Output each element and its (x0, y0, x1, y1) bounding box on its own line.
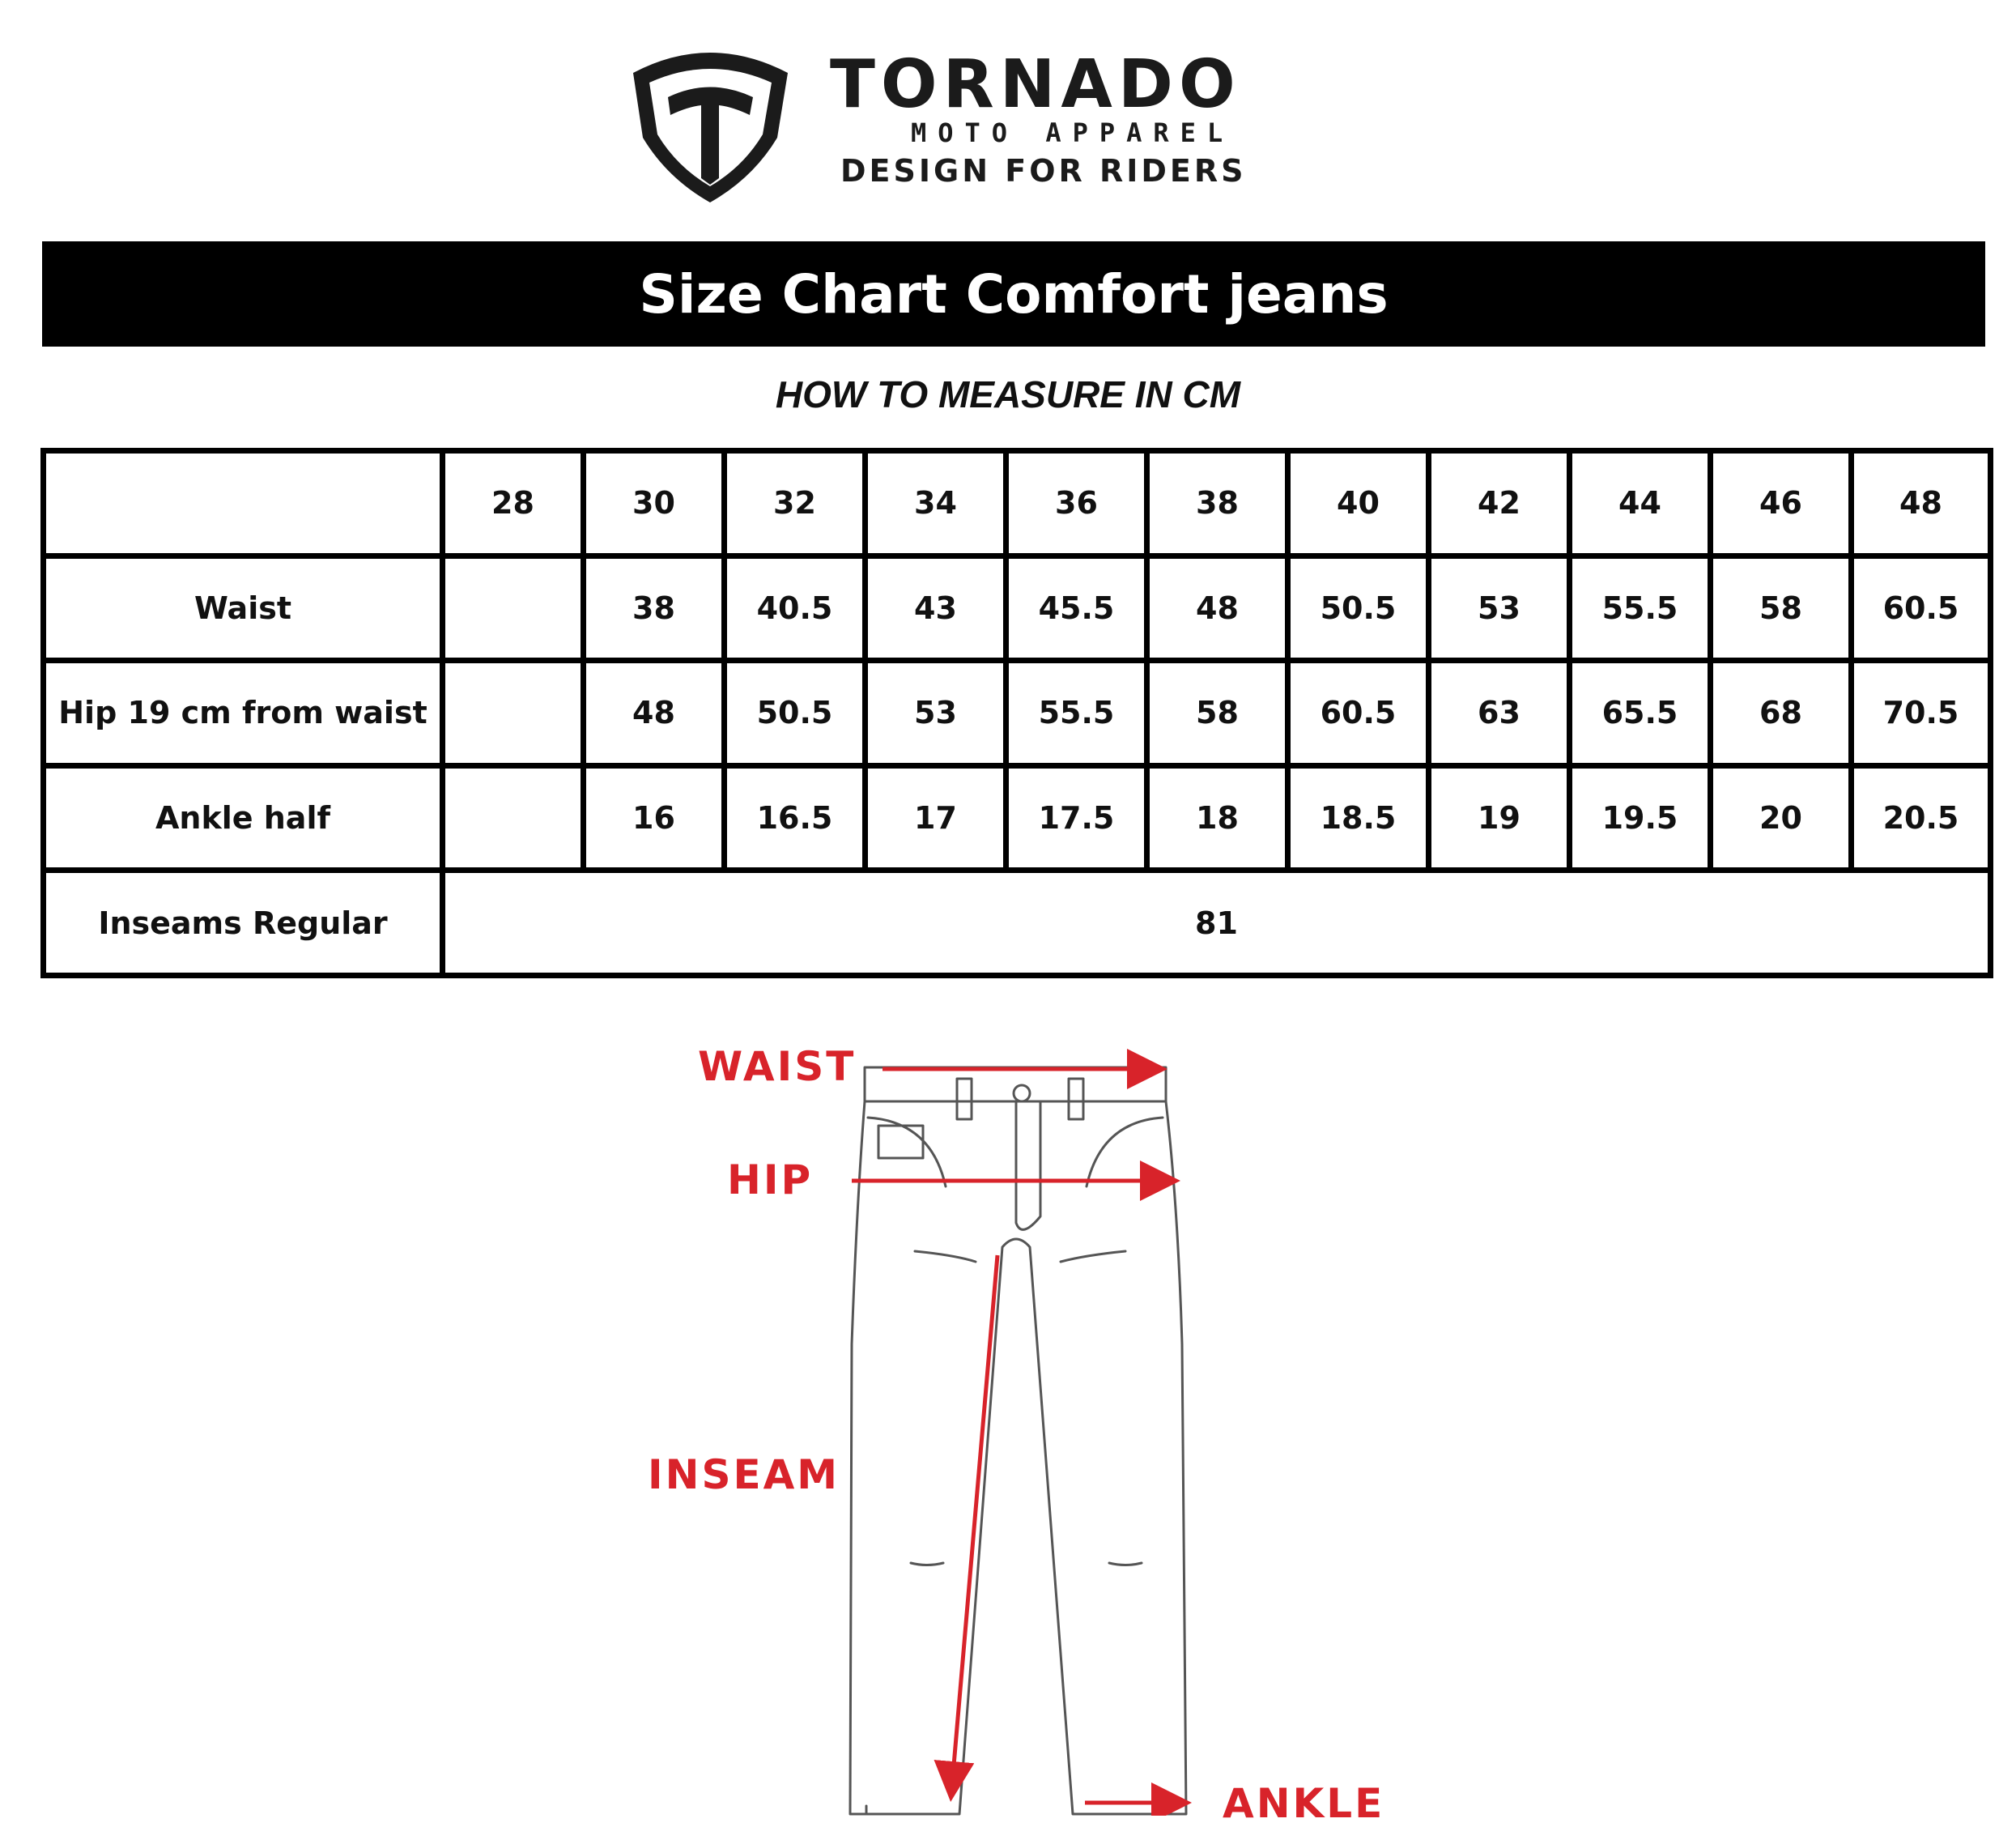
hip-label: HIP (727, 1156, 814, 1203)
table-row-ankle (44, 765, 1991, 871)
size-header: 40 (1288, 451, 1429, 556)
brand-name: TORNADO (830, 46, 1241, 123)
row-label: Ankle half (44, 765, 443, 871)
size-header: 28 (443, 451, 584, 556)
table-cell: 58 (1711, 556, 1852, 661)
table-cell: 19.5 (1570, 765, 1711, 871)
table-cell: 45.5 (1006, 556, 1147, 661)
table-cell: 55.5 (1570, 556, 1711, 661)
jeans-outline-icon (0, 1004, 2016, 1816)
table-cell (443, 765, 584, 871)
table-cell: 20.5 (1852, 765, 1991, 871)
table-cell: 60.5 (1288, 661, 1429, 766)
brand-subtitle: MOTO APPAREL (911, 117, 1235, 148)
row-label: Inseams Regular (44, 871, 443, 976)
table-cell: 48 (1147, 556, 1288, 661)
measure-subtitle: HOW TO MEASURE IN CM (775, 373, 1241, 415)
size-header: 32 (725, 451, 866, 556)
table-cell: 60.5 (1852, 556, 1991, 661)
table-cell: 50.5 (725, 661, 866, 766)
table-cell: 70.5 (1852, 661, 1991, 766)
table-cell: 48 (584, 661, 725, 766)
table-cell: 53 (1429, 556, 1570, 661)
table-cell: 18 (1147, 765, 1288, 871)
size-header: 42 (1429, 451, 1570, 556)
table-cell: 58 (1147, 661, 1288, 766)
page-title: Size Chart Comfort jeans (639, 262, 1389, 326)
corner-cell (44, 451, 443, 556)
waist-label: WAIST (698, 1043, 857, 1090)
header-row (44, 451, 1991, 556)
table-row-waist (44, 556, 1991, 661)
size-table (40, 448, 1993, 978)
brand-logo (623, 40, 1336, 211)
size-header: 46 (1711, 451, 1852, 556)
size-header: 44 (1570, 451, 1711, 556)
table-cell: 16 (584, 765, 725, 871)
size-header: 36 (1006, 451, 1147, 556)
table-cell: 17.5 (1006, 765, 1147, 871)
shield-logo-icon (623, 40, 797, 207)
table-cell (443, 661, 584, 766)
table-cell: 68 (1711, 661, 1852, 766)
size-header: 48 (1852, 451, 1991, 556)
brand-tagline: DESIGN FOR RIDERS (840, 153, 1247, 189)
table-cell: 63 (1429, 661, 1570, 766)
inseam-value: 81 (443, 871, 1991, 976)
table-cell: 40.5 (725, 556, 866, 661)
table-cell: 50.5 (1288, 556, 1429, 661)
table-row-hip (44, 661, 1991, 766)
table-cell: 17 (866, 765, 1006, 871)
table-cell (443, 556, 584, 661)
table-cell: 53 (866, 661, 1006, 766)
row-label: Waist (44, 556, 443, 661)
title-banner (42, 241, 1985, 347)
table-cell: 19 (1429, 765, 1570, 871)
table-cell: 65.5 (1570, 661, 1711, 766)
size-header: 34 (866, 451, 1006, 556)
measurement-diagram (0, 1004, 2016, 1827)
size-header: 30 (584, 451, 725, 556)
size-header: 38 (1147, 451, 1288, 556)
table-cell: 16.5 (725, 765, 866, 871)
table-cell: 55.5 (1006, 661, 1147, 766)
table-cell: 18.5 (1288, 765, 1429, 871)
table-cell: 38 (584, 556, 725, 661)
inseam-label: INSEAM (648, 1451, 840, 1498)
ankle-label: ANKLE (1223, 1780, 1385, 1827)
table-row-inseam (44, 871, 1991, 976)
row-label: Hip 19 cm from waist (44, 661, 443, 766)
table-cell: 43 (866, 556, 1006, 661)
table-cell: 20 (1711, 765, 1852, 871)
